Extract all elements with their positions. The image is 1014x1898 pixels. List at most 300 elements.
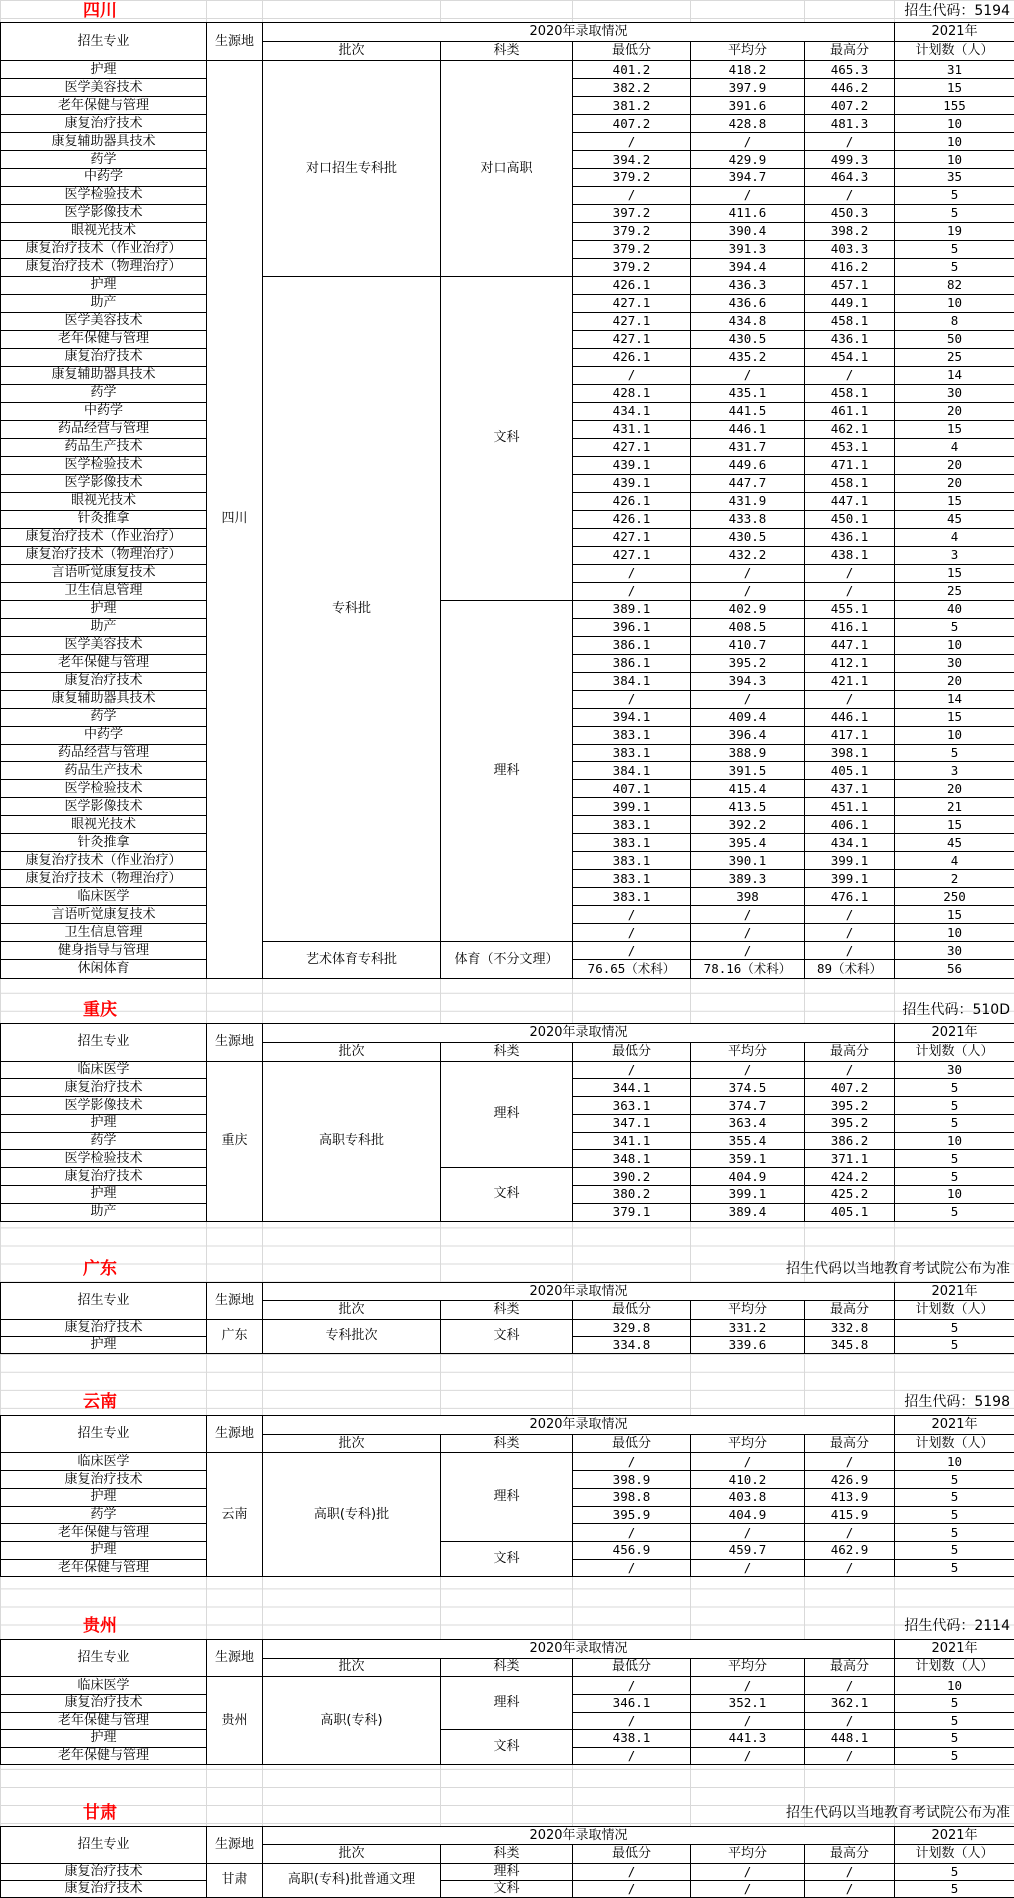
cell-max-score[interactable]: 464.3 (805, 169, 895, 187)
cell-avg-score[interactable]: / (691, 564, 805, 582)
cell-max-score[interactable]: / (805, 1880, 895, 1897)
cell-subject[interactable]: 文科 (441, 1541, 573, 1576)
header-subject[interactable]: 科类 (441, 1845, 573, 1863)
cell-major[interactable]: 中药学 (1, 726, 207, 744)
cell-max-score[interactable]: 476.1 (805, 888, 895, 906)
cell-plan-count[interactable]: 5 (895, 186, 1014, 204)
cell-max-score[interactable]: 425.2 (805, 1185, 895, 1203)
cell-major[interactable]: 眼视光技术 (1, 816, 207, 834)
cell-max-score[interactable]: / (805, 906, 895, 924)
cell-max-score[interactable]: 461.1 (805, 402, 895, 420)
cell-max-score[interactable]: 457.1 (805, 276, 895, 294)
header-year-2021[interactable]: 2021年 (895, 1827, 1014, 1845)
cell-avg-score[interactable]: 363.4 (691, 1114, 805, 1132)
cell-avg-score[interactable]: 429.9 (691, 151, 805, 169)
cell-avg-score[interactable]: 418.2 (691, 61, 805, 79)
cell-max-score[interactable]: 405.1 (805, 1203, 895, 1221)
cell-subject[interactable]: 文科 (441, 1319, 573, 1354)
cell-max-score[interactable]: 458.1 (805, 312, 895, 330)
cell-subject[interactable]: 理科 (441, 1677, 573, 1730)
cell-avg-score[interactable]: 374.5 (691, 1079, 805, 1097)
cell-batch[interactable]: 艺术体育专科批 (263, 942, 441, 978)
cell-max-score[interactable]: 447.1 (805, 636, 895, 654)
cell-avg-score[interactable]: 435.2 (691, 348, 805, 366)
header-origin[interactable]: 生源地 (207, 23, 263, 61)
header-admission-2020[interactable]: 2020年录取情况 (263, 23, 895, 42)
cell-max-score[interactable]: 398.2 (805, 222, 895, 240)
cell-max-score[interactable]: / (805, 1863, 895, 1880)
cell-plan-count[interactable]: 5 (895, 204, 1014, 222)
cell-avg-score[interactable]: / (691, 690, 805, 708)
cell-max-score[interactable]: 417.1 (805, 726, 895, 744)
cell-major[interactable]: 康复治疗技术 (1, 672, 207, 690)
cell-plan-count[interactable]: 30 (895, 1061, 1014, 1079)
cell-plan-count[interactable]: 10 (895, 151, 1014, 169)
cell-min-score[interactable]: 427.1 (573, 330, 691, 348)
header-batch[interactable]: 批次 (263, 42, 441, 61)
cell-min-score[interactable]: 341.1 (573, 1132, 691, 1150)
cell-max-score[interactable]: / (805, 133, 895, 151)
cell-plan-count[interactable]: 30 (895, 942, 1014, 960)
cell-max-score[interactable]: 458.1 (805, 384, 895, 402)
cell-avg-score[interactable]: 404.9 (691, 1168, 805, 1186)
header-admission-2020[interactable]: 2020年录取情况 (263, 1827, 895, 1845)
header-major[interactable]: 招生专业 (1, 1416, 207, 1453)
cell-max-score[interactable]: / (805, 1061, 895, 1079)
cell-major[interactable]: 康复治疗技术（作业治疗） (1, 528, 207, 546)
header-batch[interactable]: 批次 (263, 1658, 441, 1677)
cell-major[interactable]: 老年保健与管理 (1, 1747, 207, 1765)
cell-plan-count[interactable]: 4 (895, 528, 1014, 546)
cell-avg-score[interactable]: 436.3 (691, 276, 805, 294)
cell-major[interactable]: 药学 (1, 151, 207, 169)
cell-major[interactable]: 护理 (1, 276, 207, 294)
cell-major[interactable]: 药品生产技术 (1, 438, 207, 456)
cell-max-score[interactable]: 89（术科） (805, 960, 895, 978)
cell-major[interactable]: 医学影像技术 (1, 1097, 207, 1115)
cell-min-score[interactable]: 383.1 (573, 888, 691, 906)
cell-avg-score[interactable]: 436.6 (691, 294, 805, 312)
cell-plan-count[interactable]: 10 (895, 636, 1014, 654)
cell-min-score[interactable]: 394.1 (573, 708, 691, 726)
header-subject[interactable]: 科类 (441, 1658, 573, 1677)
cell-avg-score[interactable]: 428.8 (691, 115, 805, 133)
cell-max-score[interactable]: 413.9 (805, 1488, 895, 1506)
cell-max-score[interactable]: / (805, 186, 895, 204)
cell-plan-count[interactable]: 5 (895, 240, 1014, 258)
cell-plan-count[interactable]: 5 (895, 1506, 1014, 1524)
cell-min-score[interactable]: 363.1 (573, 1097, 691, 1115)
cell-max-score[interactable]: 446.1 (805, 708, 895, 726)
cell-plan-count[interactable]: 15 (895, 492, 1014, 510)
cell-min-score[interactable]: 386.1 (573, 654, 691, 672)
cell-max-score[interactable]: 448.1 (805, 1730, 895, 1748)
cell-avg-score[interactable]: 391.3 (691, 240, 805, 258)
cell-avg-score[interactable]: 403.8 (691, 1488, 805, 1506)
cell-plan-count[interactable]: 5 (895, 1471, 1014, 1489)
cell-major[interactable]: 药学 (1, 1132, 207, 1150)
cell-major[interactable]: 康复治疗技术（物理治疗） (1, 258, 207, 276)
cell-major[interactable]: 药学 (1, 384, 207, 402)
cell-batch[interactable]: 专科批 (263, 276, 441, 941)
cell-max-score[interactable]: / (805, 1524, 895, 1542)
cell-subject[interactable]: 理科 (441, 600, 573, 942)
cell-avg-score[interactable]: / (691, 1747, 805, 1765)
cell-major[interactable]: 健身指导与管理 (1, 942, 207, 960)
cell-plan-count[interactable]: 5 (895, 1730, 1014, 1748)
cell-min-score[interactable]: 426.1 (573, 276, 691, 294)
cell-plan-count[interactable]: 30 (895, 654, 1014, 672)
cell-avg-score[interactable]: 394.7 (691, 169, 805, 187)
cell-max-score[interactable]: 399.1 (805, 870, 895, 888)
cell-subject[interactable]: 对口高职 (441, 61, 573, 277)
cell-avg-score[interactable]: 410.2 (691, 1471, 805, 1489)
header-avg-score[interactable]: 平均分 (691, 1658, 805, 1677)
header-max-score[interactable]: 最高分 (805, 42, 895, 61)
cell-plan-count[interactable]: 5 (895, 1488, 1014, 1506)
cell-min-score[interactable]: / (573, 564, 691, 582)
cell-max-score[interactable]: 395.2 (805, 1097, 895, 1115)
header-subject[interactable]: 科类 (441, 1434, 573, 1453)
cell-min-score[interactable]: 346.1 (573, 1694, 691, 1712)
cell-origin[interactable]: 甘肃 (207, 1863, 263, 1898)
cell-avg-score[interactable]: / (691, 1677, 805, 1695)
header-min-score[interactable]: 最低分 (573, 1434, 691, 1453)
cell-min-score[interactable]: 347.1 (573, 1114, 691, 1132)
cell-avg-score[interactable]: 339.6 (691, 1336, 805, 1353)
cell-min-score[interactable]: 427.1 (573, 312, 691, 330)
cell-plan-count[interactable]: 5 (895, 1559, 1014, 1577)
cell-major[interactable]: 康复辅助器具技术 (1, 690, 207, 708)
cell-avg-score[interactable]: 408.5 (691, 618, 805, 636)
cell-min-score[interactable]: / (573, 1747, 691, 1765)
cell-max-score[interactable]: 447.1 (805, 492, 895, 510)
cell-avg-score[interactable]: 410.7 (691, 636, 805, 654)
header-max-score[interactable]: 最高分 (805, 1301, 895, 1319)
cell-origin[interactable]: 重庆 (207, 1061, 263, 1221)
cell-plan-count[interactable]: 250 (895, 888, 1014, 906)
cell-max-score[interactable]: / (805, 366, 895, 384)
cell-plan-count[interactable]: 10 (895, 1453, 1014, 1471)
cell-plan-count[interactable]: 40 (895, 600, 1014, 618)
cell-plan-count[interactable]: 25 (895, 348, 1014, 366)
cell-major[interactable]: 助产 (1, 618, 207, 636)
cell-major[interactable]: 康复辅助器具技术 (1, 366, 207, 384)
cell-batch[interactable]: 高职(专科) (263, 1677, 441, 1765)
cell-avg-score[interactable]: 397.9 (691, 79, 805, 97)
cell-min-score[interactable]: 426.1 (573, 510, 691, 528)
header-batch[interactable]: 批次 (263, 1301, 441, 1319)
cell-avg-score[interactable]: 441.3 (691, 1730, 805, 1748)
cell-avg-score[interactable]: 459.7 (691, 1541, 805, 1559)
header-year-2021[interactable]: 2021年 (895, 1416, 1014, 1435)
cell-avg-score[interactable]: / (691, 924, 805, 942)
cell-major[interactable]: 临床医学 (1, 1061, 207, 1079)
cell-avg-score[interactable]: 434.8 (691, 312, 805, 330)
cell-avg-score[interactable]: 391.6 (691, 97, 805, 115)
cell-plan-count[interactable]: 5 (895, 1079, 1014, 1097)
cell-plan-count[interactable]: 50 (895, 330, 1014, 348)
cell-plan-count[interactable]: 10 (895, 133, 1014, 151)
cell-min-score[interactable]: 396.1 (573, 618, 691, 636)
cell-major[interactable]: 医学美容技术 (1, 79, 207, 97)
header-plan-count[interactable]: 计划数（人） (895, 1434, 1014, 1453)
cell-min-score[interactable]: 427.1 (573, 546, 691, 564)
cell-plan-count[interactable]: 30 (895, 384, 1014, 402)
cell-min-score[interactable]: 390.2 (573, 1168, 691, 1186)
cell-min-score[interactable]: / (573, 366, 691, 384)
cell-min-score[interactable]: 384.1 (573, 762, 691, 780)
cell-subject[interactable]: 体育（不分文理） (441, 942, 573, 978)
header-plan-count[interactable]: 计划数（人） (895, 1301, 1014, 1319)
cell-max-score[interactable]: / (805, 1747, 895, 1765)
header-max-score[interactable]: 最高分 (805, 1042, 895, 1061)
cell-plan-count[interactable]: 10 (895, 726, 1014, 744)
cell-min-score[interactable]: 426.1 (573, 348, 691, 366)
cell-major[interactable]: 康复治疗技术 (1, 1880, 207, 1897)
cell-avg-score[interactable]: 431.9 (691, 492, 805, 510)
cell-max-score[interactable]: 454.1 (805, 348, 895, 366)
cell-min-score[interactable]: 438.1 (573, 1730, 691, 1748)
cell-avg-score[interactable]: / (691, 1524, 805, 1542)
cell-max-score[interactable]: 421.1 (805, 672, 895, 690)
cell-max-score[interactable]: / (805, 1559, 895, 1577)
cell-major[interactable]: 卫生信息管理 (1, 582, 207, 600)
cell-min-score[interactable]: / (573, 1524, 691, 1542)
cell-avg-score[interactable]: / (691, 1880, 805, 1897)
header-plan-count[interactable]: 计划数（人） (895, 42, 1014, 61)
cell-min-score[interactable]: 348.1 (573, 1150, 691, 1168)
cell-avg-score[interactable]: / (691, 1453, 805, 1471)
cell-plan-count[interactable]: 4 (895, 852, 1014, 870)
cell-min-score[interactable]: 395.9 (573, 1506, 691, 1524)
cell-plan-count[interactable]: 45 (895, 834, 1014, 852)
header-avg-score[interactable]: 平均分 (691, 1845, 805, 1863)
cell-min-score[interactable]: 427.1 (573, 438, 691, 456)
cell-max-score[interactable]: 499.3 (805, 151, 895, 169)
header-year-2021[interactable]: 2021年 (895, 23, 1014, 42)
cell-major[interactable]: 老年保健与管理 (1, 330, 207, 348)
cell-avg-score[interactable]: 402.9 (691, 600, 805, 618)
cell-plan-count[interactable]: 2 (895, 870, 1014, 888)
cell-plan-count[interactable]: 5 (895, 1203, 1014, 1221)
cell-major[interactable]: 康复治疗技术（作业治疗） (1, 240, 207, 258)
header-min-score[interactable]: 最低分 (573, 1301, 691, 1319)
cell-major[interactable]: 护理 (1, 1541, 207, 1559)
cell-plan-count[interactable]: 155 (895, 97, 1014, 115)
cell-plan-count[interactable]: 19 (895, 222, 1014, 240)
cell-avg-score[interactable]: 413.5 (691, 798, 805, 816)
cell-plan-count[interactable]: 15 (895, 906, 1014, 924)
header-subject[interactable]: 科类 (441, 1042, 573, 1061)
header-origin[interactable]: 生源地 (207, 1283, 263, 1320)
cell-min-score[interactable]: / (573, 1453, 691, 1471)
cell-major[interactable]: 康复治疗技术（物理治疗） (1, 870, 207, 888)
cell-min-score[interactable]: 439.1 (573, 474, 691, 492)
cell-plan-count[interactable]: 15 (895, 708, 1014, 726)
cell-plan-count[interactable]: 5 (895, 1541, 1014, 1559)
cell-plan-count[interactable]: 5 (895, 1694, 1014, 1712)
cell-subject[interactable]: 理科 (441, 1863, 573, 1880)
cell-avg-score[interactable]: 390.4 (691, 222, 805, 240)
cell-plan-count[interactable]: 5 (895, 1336, 1014, 1353)
cell-max-score[interactable]: 371.1 (805, 1150, 895, 1168)
cell-major[interactable]: 针灸推拿 (1, 510, 207, 528)
cell-plan-count[interactable]: 5 (895, 1150, 1014, 1168)
header-avg-score[interactable]: 平均分 (691, 1434, 805, 1453)
cell-origin[interactable]: 广东 (207, 1319, 263, 1354)
cell-subject[interactable]: 理科 (441, 1453, 573, 1542)
cell-major[interactable]: 医学检验技术 (1, 1150, 207, 1168)
cell-min-score[interactable]: 398.8 (573, 1488, 691, 1506)
cell-min-score[interactable]: 383.1 (573, 744, 691, 762)
cell-plan-count[interactable]: 10 (895, 1185, 1014, 1203)
cell-plan-count[interactable]: 5 (895, 1319, 1014, 1336)
cell-major[interactable]: 康复治疗技术 (1, 1168, 207, 1186)
cell-max-score[interactable]: 436.1 (805, 528, 895, 546)
cell-major[interactable]: 中药学 (1, 169, 207, 187)
cell-plan-count[interactable]: 3 (895, 546, 1014, 564)
cell-max-score[interactable]: 405.1 (805, 762, 895, 780)
cell-subject[interactable]: 文科 (441, 1168, 573, 1221)
cell-origin[interactable]: 贵州 (207, 1677, 263, 1765)
cell-batch[interactable]: 高职(专科)批普通文理 (263, 1863, 441, 1898)
cell-min-score[interactable]: 407.2 (573, 115, 691, 133)
cell-plan-count[interactable]: 10 (895, 115, 1014, 133)
cell-major[interactable]: 医学检验技术 (1, 780, 207, 798)
cell-plan-count[interactable]: 56 (895, 960, 1014, 978)
header-admission-2020[interactable]: 2020年录取情况 (263, 1283, 895, 1301)
header-major[interactable]: 招生专业 (1, 1283, 207, 1320)
cell-max-score[interactable]: 458.1 (805, 474, 895, 492)
header-major[interactable]: 招生专业 (1, 1827, 207, 1864)
header-year-2021[interactable]: 2021年 (895, 1283, 1014, 1301)
header-subject[interactable]: 科类 (441, 42, 573, 61)
cell-min-score[interactable]: 431.1 (573, 420, 691, 438)
cell-min-score[interactable]: 428.1 (573, 384, 691, 402)
cell-major[interactable]: 康复治疗技术 (1, 1319, 207, 1336)
cell-avg-score[interactable]: 433.8 (691, 510, 805, 528)
cell-plan-count[interactable]: 21 (895, 798, 1014, 816)
cell-max-score[interactable]: 332.8 (805, 1319, 895, 1336)
cell-major[interactable]: 老年保健与管理 (1, 1559, 207, 1577)
cell-min-score[interactable]: 389.1 (573, 600, 691, 618)
cell-major[interactable]: 康复治疗技术 (1, 1863, 207, 1880)
cell-avg-score[interactable]: / (691, 1863, 805, 1880)
cell-avg-score[interactable]: / (691, 186, 805, 204)
cell-max-score[interactable]: 437.1 (805, 780, 895, 798)
cell-avg-score[interactable]: 430.5 (691, 528, 805, 546)
cell-max-score[interactable]: / (805, 690, 895, 708)
header-major[interactable]: 招生专业 (1, 1024, 207, 1062)
cell-avg-score[interactable]: / (691, 582, 805, 600)
cell-max-score[interactable]: 416.1 (805, 618, 895, 636)
cell-min-score[interactable]: 427.1 (573, 294, 691, 312)
cell-min-score[interactable]: / (573, 582, 691, 600)
cell-avg-score[interactable]: 352.1 (691, 1694, 805, 1712)
cell-plan-count[interactable]: 5 (895, 1097, 1014, 1115)
cell-min-score[interactable]: / (573, 1559, 691, 1577)
cell-max-score[interactable]: 399.1 (805, 852, 895, 870)
cell-plan-count[interactable]: 15 (895, 564, 1014, 582)
header-origin[interactable]: 生源地 (207, 1827, 263, 1864)
cell-min-score[interactable]: 386.1 (573, 636, 691, 654)
header-max-score[interactable]: 最高分 (805, 1434, 895, 1453)
cell-major[interactable]: 护理 (1, 1488, 207, 1506)
cell-plan-count[interactable]: 14 (895, 366, 1014, 384)
cell-batch[interactable]: 对口招生专科批 (263, 61, 441, 277)
cell-min-score[interactable]: / (573, 1712, 691, 1730)
cell-major[interactable]: 护理 (1, 61, 207, 79)
cell-avg-score[interactable]: 394.3 (691, 672, 805, 690)
cell-major[interactable]: 眼视光技术 (1, 222, 207, 240)
cell-max-score[interactable]: 449.1 (805, 294, 895, 312)
cell-avg-score[interactable]: / (691, 366, 805, 384)
cell-avg-score[interactable]: 395.4 (691, 834, 805, 852)
cell-min-score[interactable]: 379.1 (573, 1203, 691, 1221)
cell-batch[interactable]: 专科批次 (263, 1319, 441, 1354)
cell-plan-count[interactable]: 5 (895, 1524, 1014, 1542)
header-batch[interactable]: 批次 (263, 1042, 441, 1061)
cell-min-score[interactable]: 329.8 (573, 1319, 691, 1336)
cell-avg-score[interactable]: 409.4 (691, 708, 805, 726)
cell-avg-score[interactable]: 388.9 (691, 744, 805, 762)
cell-subject[interactable]: 文科 (441, 1880, 573, 1897)
cell-min-score[interactable]: 383.1 (573, 834, 691, 852)
cell-avg-score[interactable]: 449.6 (691, 456, 805, 474)
cell-max-score[interactable]: 426.9 (805, 1471, 895, 1489)
cell-plan-count[interactable]: 10 (895, 924, 1014, 942)
cell-major[interactable]: 言语听觉康复技术 (1, 564, 207, 582)
cell-major[interactable]: 言语听觉康复技术 (1, 906, 207, 924)
cell-max-score[interactable]: 407.2 (805, 1079, 895, 1097)
cell-max-score[interactable]: 462.1 (805, 420, 895, 438)
cell-avg-score[interactable]: 390.1 (691, 852, 805, 870)
cell-plan-count[interactable]: 15 (895, 816, 1014, 834)
cell-avg-score[interactable]: / (691, 1559, 805, 1577)
cell-major[interactable]: 护理 (1, 1730, 207, 1748)
cell-max-score[interactable]: 398.1 (805, 744, 895, 762)
cell-min-score[interactable]: 382.2 (573, 79, 691, 97)
cell-min-score[interactable]: 427.1 (573, 528, 691, 546)
cell-major[interactable]: 药品经营与管理 (1, 744, 207, 762)
cell-min-score[interactable]: 426.1 (573, 492, 691, 510)
cell-subject[interactable]: 理科 (441, 1061, 573, 1168)
header-avg-score[interactable]: 平均分 (691, 1301, 805, 1319)
cell-plan-count[interactable]: 15 (895, 420, 1014, 438)
cell-avg-score[interactable]: 374.7 (691, 1097, 805, 1115)
cell-max-score[interactable]: 438.1 (805, 546, 895, 564)
cell-major[interactable]: 医学美容技术 (1, 636, 207, 654)
cell-avg-score[interactable]: / (691, 942, 805, 960)
cell-major[interactable]: 老年保健与管理 (1, 1712, 207, 1730)
cell-major[interactable]: 临床医学 (1, 1677, 207, 1695)
cell-major[interactable]: 康复治疗技术（物理治疗） (1, 546, 207, 564)
header-avg-score[interactable]: 平均分 (691, 1042, 805, 1061)
cell-max-score[interactable]: 436.1 (805, 330, 895, 348)
cell-avg-score[interactable]: 396.4 (691, 726, 805, 744)
cell-plan-count[interactable]: 14 (895, 690, 1014, 708)
cell-avg-score[interactable]: 431.7 (691, 438, 805, 456)
header-major[interactable]: 招生专业 (1, 23, 207, 61)
cell-major[interactable]: 医学检验技术 (1, 456, 207, 474)
cell-min-score[interactable]: / (573, 924, 691, 942)
cell-avg-score[interactable]: 395.2 (691, 654, 805, 672)
cell-plan-count[interactable]: 20 (895, 456, 1014, 474)
cell-major[interactable]: 康复治疗技术 (1, 348, 207, 366)
cell-max-score[interactable]: 434.1 (805, 834, 895, 852)
cell-avg-score[interactable]: 398 (691, 888, 805, 906)
